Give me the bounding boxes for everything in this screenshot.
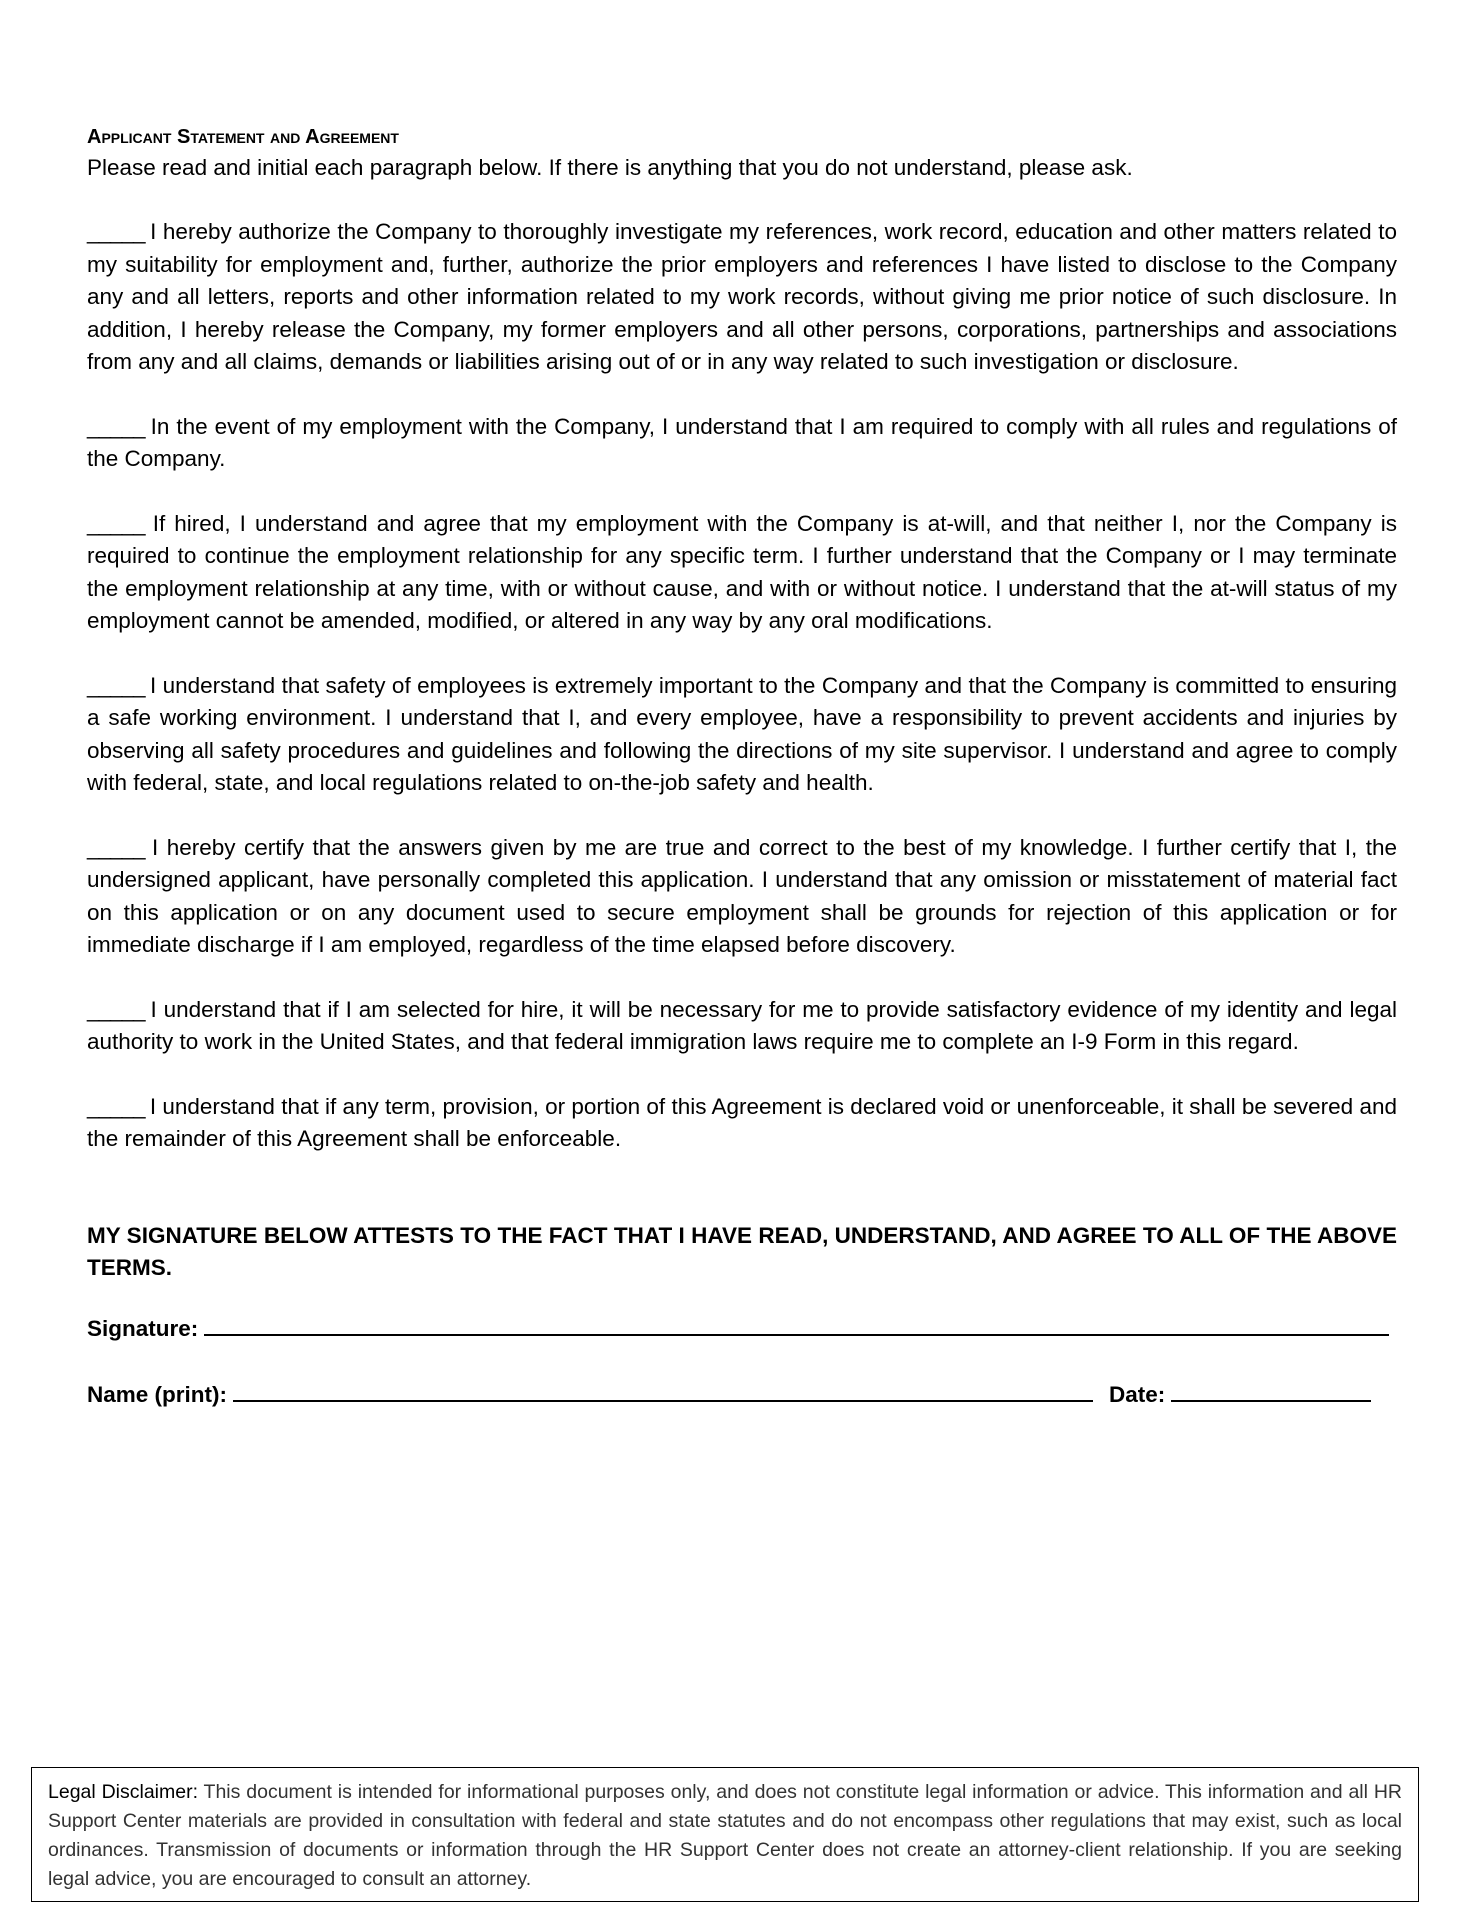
paragraph-text: I hereby certify that the answers given by me are true and correct to the best of my knowledge. I further certify that I, the undersigned applicant, have personally completed this application. I understand that any omission or misstatement of material fact on this application or on any document used to secure employment shall be grounds for rejection of this application or for immediate discharge if I am employed, regardless of the time elapsed before discovery. [87, 834, 1397, 957]
disclaimer-label: Legal Disclaimer: [48, 1781, 199, 1803]
name-label: Name (print): [87, 1381, 227, 1407]
section-heading: Applicant Statement and Agreement [87, 126, 399, 148]
intro-text: Please read and initial each paragraph below. If there is anything that you do not understand, please ask. [87, 155, 1133, 180]
initial-blank[interactable]: _____ [87, 672, 150, 698]
name-date-row [87, 1379, 1397, 1411]
initial-blank[interactable]: _____ [87, 996, 151, 1022]
attest-statement: MY SIGNATURE BELOW ATTESTS TO THE FACT THAT I HAVE READ, UNDERSTAND, AND AGREE TO ALL OF THE ABOVE TERMS. [87, 1222, 1397, 1280]
signature-label: Signature: [87, 1315, 199, 1341]
paragraph-certify [87, 832, 1397, 962]
paragraph-text: I understand that safety of employees is extremely important to the Company and that the Company is committed to ensuring a safe working environment. I understand that I, and every employee, have a responsibility to prevent accidents and injuries by observing all safety procedures and guidelines and following the directions of my site supervisor. I understand and agree to comply with federal, state, and local regulations related to on-the-job safety and health. [87, 672, 1397, 795]
paragraph-i9 [87, 994, 1397, 1059]
initial-blank[interactable]: _____ [87, 834, 153, 860]
initial-blank[interactable]: _____ [87, 510, 153, 536]
name-field[interactable] [233, 1380, 1093, 1402]
paragraph-text: I understand that if I am selected for hire, it will be necessary for me to provide satisfactory evidence of my identity and legal authority to work in the United States, and that federal immigration laws require me to complete an I-9 Form in this regard. [87, 996, 1397, 1054]
paragraph-at-will [87, 508, 1397, 638]
paragraph-safety [87, 670, 1397, 800]
paragraph-references [87, 216, 1397, 379]
paragraph-rules [87, 411, 1397, 476]
date-field[interactable] [1171, 1380, 1371, 1402]
paragraph-severability [87, 1091, 1397, 1156]
disclaimer-text: This document is intended for informational purposes only, and does not constitute legal information or advice. This information and all HR Support Center materials are provided in consultation with federal and state statutes and do not encompass other regulations that may exist, such as local ordinances. Transmission of documents or information through the HR Support Center does not create an attorney-client relationship. If you are seeking legal advice, you are encouraged to consult an attorney. [48, 1781, 1402, 1890]
paragraph-text: If hired, I understand and agree that my employment with the Company is at-will, and that neither I, nor the Company is required to continue the employment relationship for any specific term. I further understand that the Company or I may terminate the employment relationship at any time, with or without cause, and with or without notice. I understand that the at-will status of my employment cannot be amended, modified, or altered in any way by any oral modifications. [87, 510, 1398, 633]
paragraph-text: I understand that if any term, provision, or portion of this Agreement is declared void or unenforceable, it shall be severed and the remainder of this Agreement shall be enforceable. [87, 1093, 1397, 1151]
paragraph-text: I hereby authorize the Company to thoroughly investigate my references, work record, education and other matters related to my suitability for employment and, further, authorize the prior employers and references I have listed to disclose to the Company any and all letters, reports and other information related to my work records, without giving me prior notice of such disclosure. In addition, I hereby release the Company, my former employers and all other persons, corporations, partnerships and associations from any and all claims, demands or liabilities arising out of or in any way related to such investigation or disclosure. [87, 219, 1397, 374]
signature-field[interactable] [204, 1314, 1389, 1336]
paragraph-text: In the event of my employment with the Company, I understand that I am required to comply with all rules and regulations of the Company. [87, 413, 1397, 471]
date-label: Date: [1109, 1381, 1166, 1407]
legal-disclaimer-box [31, 1767, 1419, 1902]
initial-blank[interactable]: _____ [87, 1093, 150, 1119]
agreement-document [87, 124, 1397, 1411]
initial-blank[interactable]: _____ [87, 413, 151, 439]
initial-blank[interactable]: _____ [87, 219, 151, 244]
signature-row [87, 1313, 1397, 1345]
